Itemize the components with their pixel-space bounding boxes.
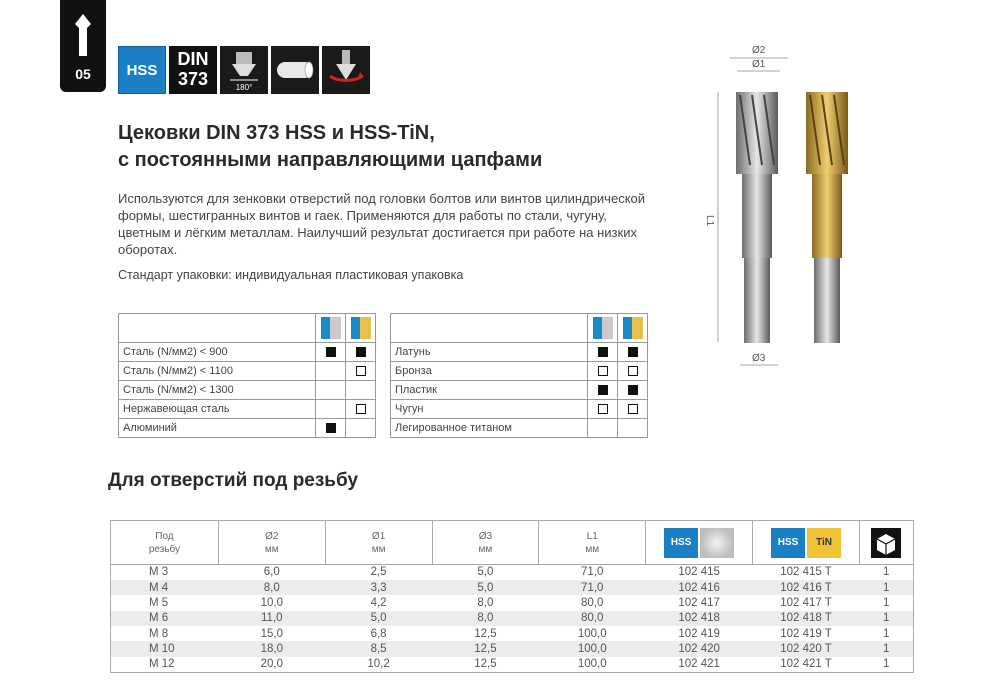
material-row	[391, 362, 648, 381]
table-row	[111, 595, 914, 610]
cell-d2: 18,0	[218, 641, 325, 656]
cell-code-hss: 102 418	[646, 611, 753, 626]
cell-d3: 5,0	[432, 580, 539, 595]
cell-thread: М 6	[111, 611, 219, 626]
tin-suitability-empty-square	[628, 366, 638, 376]
table-row	[111, 641, 914, 656]
feature-badges	[118, 46, 370, 94]
cell-d1: 2,5	[370, 566, 387, 579]
hss-suitability-empty-square	[598, 404, 608, 414]
material-name: Алюминий	[119, 419, 316, 438]
hss-swatch	[593, 317, 613, 339]
cell-l1: 100,0	[577, 627, 607, 640]
cell-code-tin: 102 419 T	[780, 627, 832, 640]
cell-d2: 20,0	[260, 658, 283, 671]
cell-code-tin: 102 421 T	[780, 658, 832, 671]
cell-d1: 8,5	[325, 641, 432, 656]
col-thread: Под резьбу	[111, 521, 219, 565]
material-name: Пластик	[391, 381, 588, 400]
hss-suitability-empty-square	[598, 366, 608, 376]
hss-badge: HSS	[118, 46, 166, 94]
material-row	[391, 400, 648, 419]
product-description: Используются для зенковки отверстий под головки болтов или винтов цилиндрической формы, шестигранных винтов и гаек. Применяются для работы по стали, чугуну, цветным и лёгким металлам. Наилучший результат достигается при работе на низких оборотах.	[118, 191, 646, 257]
material-name: Сталь (N/мм2) < 1100	[119, 362, 316, 381]
material-row	[119, 381, 376, 400]
cell-code-tin: 102 418 T	[753, 611, 860, 626]
cell-thread: М 4	[111, 580, 219, 595]
material-row	[391, 419, 648, 438]
material-row	[119, 362, 376, 381]
cell-qty: 1	[859, 657, 913, 672]
material-name: Легированное титаном	[391, 419, 588, 438]
cell-qty: 1	[859, 595, 913, 610]
cell-l1: 80,0	[581, 596, 604, 609]
cell-d3: 12,5	[432, 641, 539, 656]
cell-d3: 8,0	[432, 611, 539, 626]
angle-180-icon	[220, 46, 268, 94]
cell-qty: 1	[859, 611, 913, 626]
product-image	[690, 35, 880, 380]
tin-swatch	[623, 317, 643, 339]
cell-qty: 1	[859, 580, 913, 595]
cell-d2: 6,0	[263, 566, 280, 579]
tin-suitability-full-square	[356, 347, 366, 357]
hss-finish-swatch	[700, 528, 734, 558]
cell-d1: 6,8	[370, 627, 387, 640]
hss-badge: HSS	[771, 528, 805, 558]
material-row	[391, 343, 648, 362]
cell-d2: 8,0	[218, 580, 325, 595]
cell-l1: 100,0	[539, 641, 646, 656]
cell-code-tin: 102 416 T	[753, 580, 860, 595]
material-name: Сталь (N/мм2) < 900	[119, 343, 316, 362]
cell-d3: 12,5	[474, 627, 497, 640]
cell-thread: М 10	[111, 641, 219, 656]
material-name: Чугун	[391, 400, 588, 419]
section-number: 05	[75, 66, 91, 82]
rotation-icon	[322, 46, 370, 94]
table-row	[111, 657, 914, 672]
cell-l1: 80,0	[539, 611, 646, 626]
hss-suitability-full-square	[598, 385, 608, 395]
material-row	[119, 419, 376, 438]
material-name: Латунь	[391, 343, 588, 362]
cell-l1: 100,0	[577, 658, 607, 671]
col-l1: L1 мм	[539, 521, 646, 565]
cylindrical-shank-icon	[271, 46, 319, 94]
material-row	[119, 343, 376, 362]
cell-thread: М 12	[111, 657, 219, 672]
cell-code-hss: 102 417	[678, 596, 720, 609]
col-d2: Ø2 мм	[218, 521, 325, 565]
cell-d3: 5,0	[477, 566, 494, 579]
cell-code-hss: 102 421	[678, 658, 720, 671]
cell-qty: 1	[859, 565, 913, 580]
section-heading: Для отверстий под резьбу	[108, 470, 359, 491]
packaging-info: Стандарт упаковки: индивидуальная пластиковая упаковка	[118, 268, 464, 282]
cell-code-hss: 102 415	[678, 566, 720, 579]
dim-l1-label: L1	[704, 214, 716, 227]
material-table-right	[390, 313, 648, 438]
hss-suitability-full-square	[326, 347, 336, 357]
table-row	[111, 611, 914, 626]
hss-suitability-full-square	[598, 347, 608, 357]
material-table-left	[118, 313, 376, 438]
din-badge: DIN 373	[169, 46, 217, 94]
hss-suitability-full-square	[326, 423, 336, 433]
dim-d3-label: Ø3	[752, 353, 766, 364]
material-row	[391, 381, 648, 400]
cell-d1: 4,2	[370, 596, 387, 609]
cell-d1: 5,0	[325, 611, 432, 626]
cell-code-hss: 102 420	[646, 641, 753, 656]
cell-d1: 3,3	[325, 580, 432, 595]
tin-swatch	[351, 317, 371, 339]
cell-l1: 71,0	[581, 566, 604, 579]
col-tin-code	[753, 521, 860, 565]
material-name: Бронза	[391, 362, 588, 381]
angle-label: 180°	[235, 83, 253, 92]
cell-d3: 8,0	[477, 596, 494, 609]
cell-d2: 10,0	[260, 596, 283, 609]
table-row	[111, 626, 914, 641]
cell-qty: 1	[859, 641, 913, 656]
cell-l1: 71,0	[539, 580, 646, 595]
cell-d2: 11,0	[218, 611, 325, 626]
table-row	[111, 565, 914, 580]
countersink-icon	[60, 10, 106, 60]
tin-suitability-full-square	[628, 385, 638, 395]
material-name: Нержавеющая сталь	[119, 400, 316, 419]
cell-thread: М 5	[111, 595, 219, 610]
tin-suitability-empty-square	[356, 404, 366, 414]
tin-badge: TiN	[807, 528, 841, 558]
cell-qty: 1	[859, 626, 913, 641]
tin-suitability-full-square	[628, 347, 638, 357]
tin-suitability-empty-square	[628, 404, 638, 414]
tin-suitability-empty-square	[356, 366, 366, 376]
cell-code-tin: 102 417 T	[780, 596, 832, 609]
package-box-icon	[871, 528, 901, 558]
cell-code-tin: 102 415 T	[780, 566, 832, 579]
material-name: Сталь (N/мм2) < 1300	[119, 381, 316, 400]
cell-thread: М 3	[111, 565, 219, 580]
page-title: Цековки DIN 373 HSS и HSS-TiN, с постоянными направляющими цапфами	[118, 122, 543, 171]
hss-swatch	[321, 317, 341, 339]
cell-d1: 10,2	[367, 658, 390, 671]
cell-d3: 12,5	[474, 658, 497, 671]
table-row	[111, 580, 914, 595]
cell-d2: 15,0	[260, 627, 283, 640]
col-hss-code	[646, 521, 753, 565]
cell-code-tin: 102 420 T	[753, 641, 860, 656]
dim-d1-label: Ø1	[752, 59, 766, 70]
material-row	[119, 400, 376, 419]
hss-badge: HSS	[664, 528, 698, 558]
dim-d2-label: Ø2	[752, 45, 766, 56]
size-table	[110, 520, 914, 673]
cell-code-hss: 102 416	[646, 580, 753, 595]
col-qty	[859, 521, 913, 565]
cell-thread: М 8	[111, 626, 219, 641]
section-tab	[60, 0, 106, 92]
col-d1: Ø1 мм	[325, 521, 432, 565]
cell-code-hss: 102 419	[678, 627, 720, 640]
col-d3: Ø3 мм	[432, 521, 539, 565]
